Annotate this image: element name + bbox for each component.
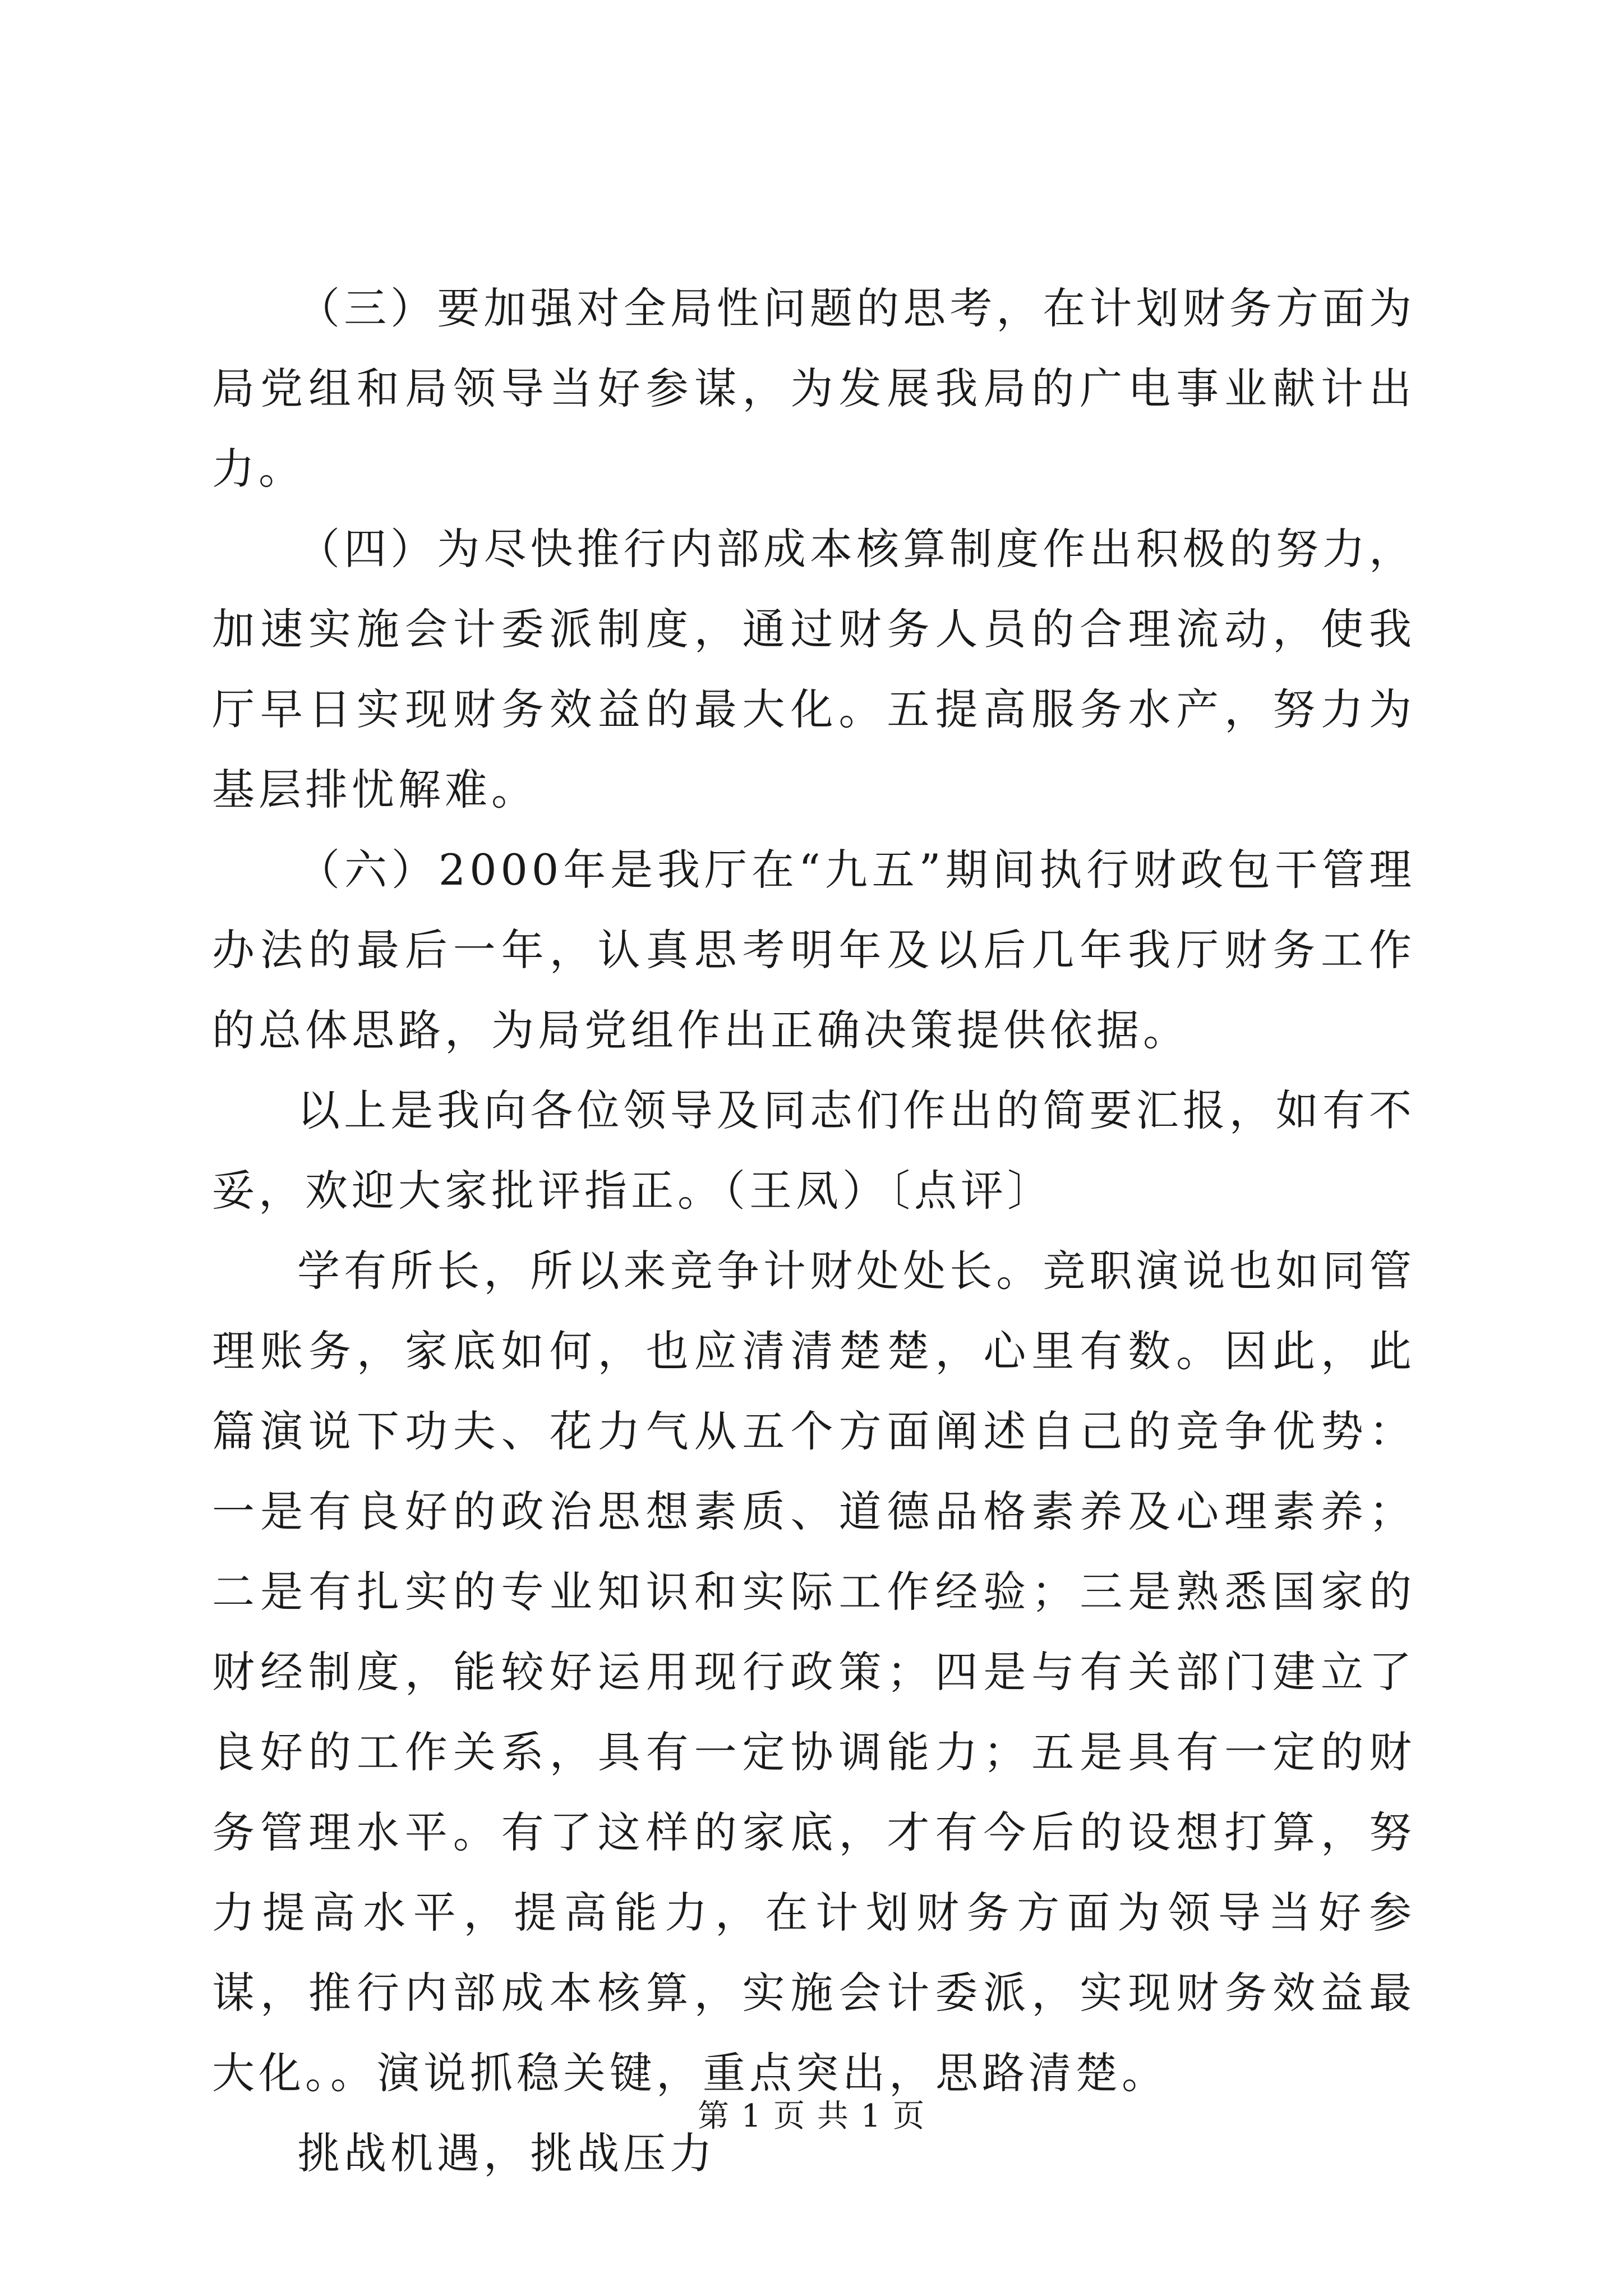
paragraph-heading-next: 挑战机遇，挑战压力 bbox=[297, 2128, 716, 2178]
paragraph-four: （四）为尽快推行内部成本核算制度作出积极的努力，加速实施会计委派制度，通过财务人员的合理流动，使我厅早日实现财务效益的最大化。五提高服务水产，努力为基层排忧解难。 bbox=[212, 524, 1415, 815]
paragraph-closing: 以上是我向各位领导及同志们作出的简要汇报，如有不妥，欢迎大家批评指正。（王凤）〔点评〕 bbox=[212, 1085, 1415, 1216]
paragraph-six: （六）2000年是我厅在“九五”期间执行财政包干管理办法的最后一年，认真思考明年及以后几年我厅财务工作的总体思路，为局党组作出正确决策提供依据。 bbox=[212, 845, 1415, 1055]
document-body bbox=[212, 268, 1415, 2193]
paragraph-three: （三）要加强对全局性问题的思考，在计划财务方面为局党组和局领导当好参谋，为发展我局的广电事业献计出力。 bbox=[212, 283, 1415, 494]
page-number-footer: 第 1 页 共 1 页 bbox=[697, 2098, 926, 2134]
paragraph-commentary: 学有所长，所以来竞争计财处处长。竞职演说也如同管理账务，家底如何，也应清清楚楚，心里有数。因此，此篇演说下功夫、花力气从五个方面阐述自己的竞争优势：一是有良好的政治思想素质、道德品格素养及心理素养；二是有扎实的专业知识和实际工作经验；三是熟悉国家的财经制度，能较好运用现行政策；四是与有关部门建立了良好的工作关系，具有一定协调能力；五是具有一定的财务管理水平。有了这样的家底，才有今后的设想打算，努力提高水平，提高能力，在计划财务方面为领导当好参谋，推行内部成本核算，实施会计委派，实现财务效益最大化。。演说抓稳关键，重点突出，思路清楚。 bbox=[212, 1246, 1415, 2098]
